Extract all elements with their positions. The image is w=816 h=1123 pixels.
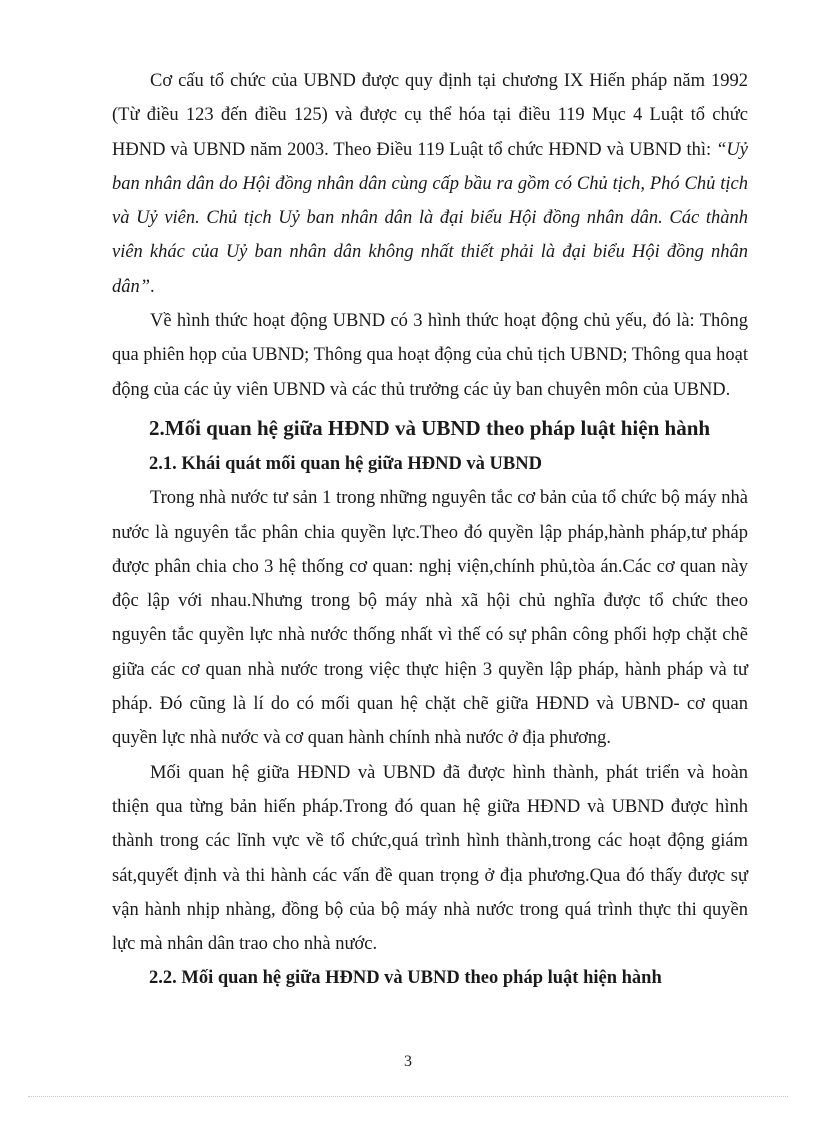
quoted-law-text: “Uỷ ban nhân dân do Hội đồng nhân dân cùng cấp bầu ra gồm có Chủ tịch, Phó Chủ tịch và Uỷ viên. Chủ tịch Uỷ ban nhân dân là đại biểu Hội đồng nhân dân. Các thành viên khác của Uỷ ban nhân dân không nhất thiết phải là đại biểu Hội đồng nhân dân” <box>112 139 748 297</box>
paragraph-ubnd-structure <box>112 64 748 304</box>
paragraph-relationship-development: Mối quan hệ giữa HĐND và UBND đã được hình thành, phát triển và hoàn thiện qua từng bản hiến pháp.Trong đó quan hệ giữa HĐND và UBND được hình thành trong các lĩnh vực về tổ chức,quá trình hình thành,trong các hoạt động giám sát,quyết định và thi hành các vấn đề quan trọng ở địa phương.Qua đó thấy được sự vận hành nhịp nhàng, đồng bộ của bộ máy nhà nước trong quá trình thực thi quyền lực mà nhân dân trao cho nhà nước. <box>112 762 748 955</box>
document-page <box>112 64 748 996</box>
footer-divider <box>28 1096 788 1097</box>
section-heading-2: 2.Mối quan hệ giữa HĐND và UBND theo pháp luật hiện hành <box>149 415 711 440</box>
paragraph-separation-of-powers: Trong nhà nước tư sản 1 trong những nguyên tắc cơ bản của tổ chức bộ máy nhà nước là nguyên tắc phân chia quyền lực.Theo đó quyền lập pháp,hành pháp,tư pháp được phân chia cho 3 hệ thống cơ quan: nghị viện,chính phủ,tòa án.Các cơ quan này độc lập với nhau.Nhưng trong bộ máy nhà xã hội chủ nghĩa được tổ chức theo nguyên tắc quyền lực nhà nước thống nhất vì thế có sự phân công phối hợp chặt chẽ giữa các cơ quan nhà nước trong việc thực hiện 3 quyền lập pháp, hành pháp và tư pháp. Đó cũng là lí do có mối quan hệ chặt chẽ giữa HĐND và UBND- cơ quan quyền lực nhà nước và cơ quan hành chính nhà nước ở địa phương. <box>112 488 748 749</box>
paragraph-ubnd-activity-forms: Về hình thức hoạt động UBND có 3 hình thức hoạt động chủ yếu, đó là: Thông qua phiên họp của UBND; Thông qua hoạt động của chủ tịch UBND; Thông qua hoạt động của các ủy viên UBND và các thủ trưởng các ủy ban chuyên môn của UBND. <box>112 311 748 400</box>
subsection-heading-2-1: 2.1. Khái quát mối quan hệ giữa HĐND và UBND <box>149 453 542 474</box>
paragraph-lead-text: Cơ cấu tổ chức của UBND được quy định tại chương IX Hiến pháp năm 1992 (Từ điều 123 đến điều 125) và được cụ thể hóa tại điều 119 Mục 4 Luật tổ chức HĐND và UBND năm 2003. Theo Điều 119 Luật tổ chức HĐND và UBND thì: <box>112 71 748 160</box>
paragraph-end-punctuation: . <box>150 276 155 297</box>
subsection-heading-2-2: 2.2. Mối quan hệ giữa HĐND và UBND theo pháp luật hiện hành <box>149 968 662 989</box>
page-number: 3 <box>404 1053 412 1070</box>
